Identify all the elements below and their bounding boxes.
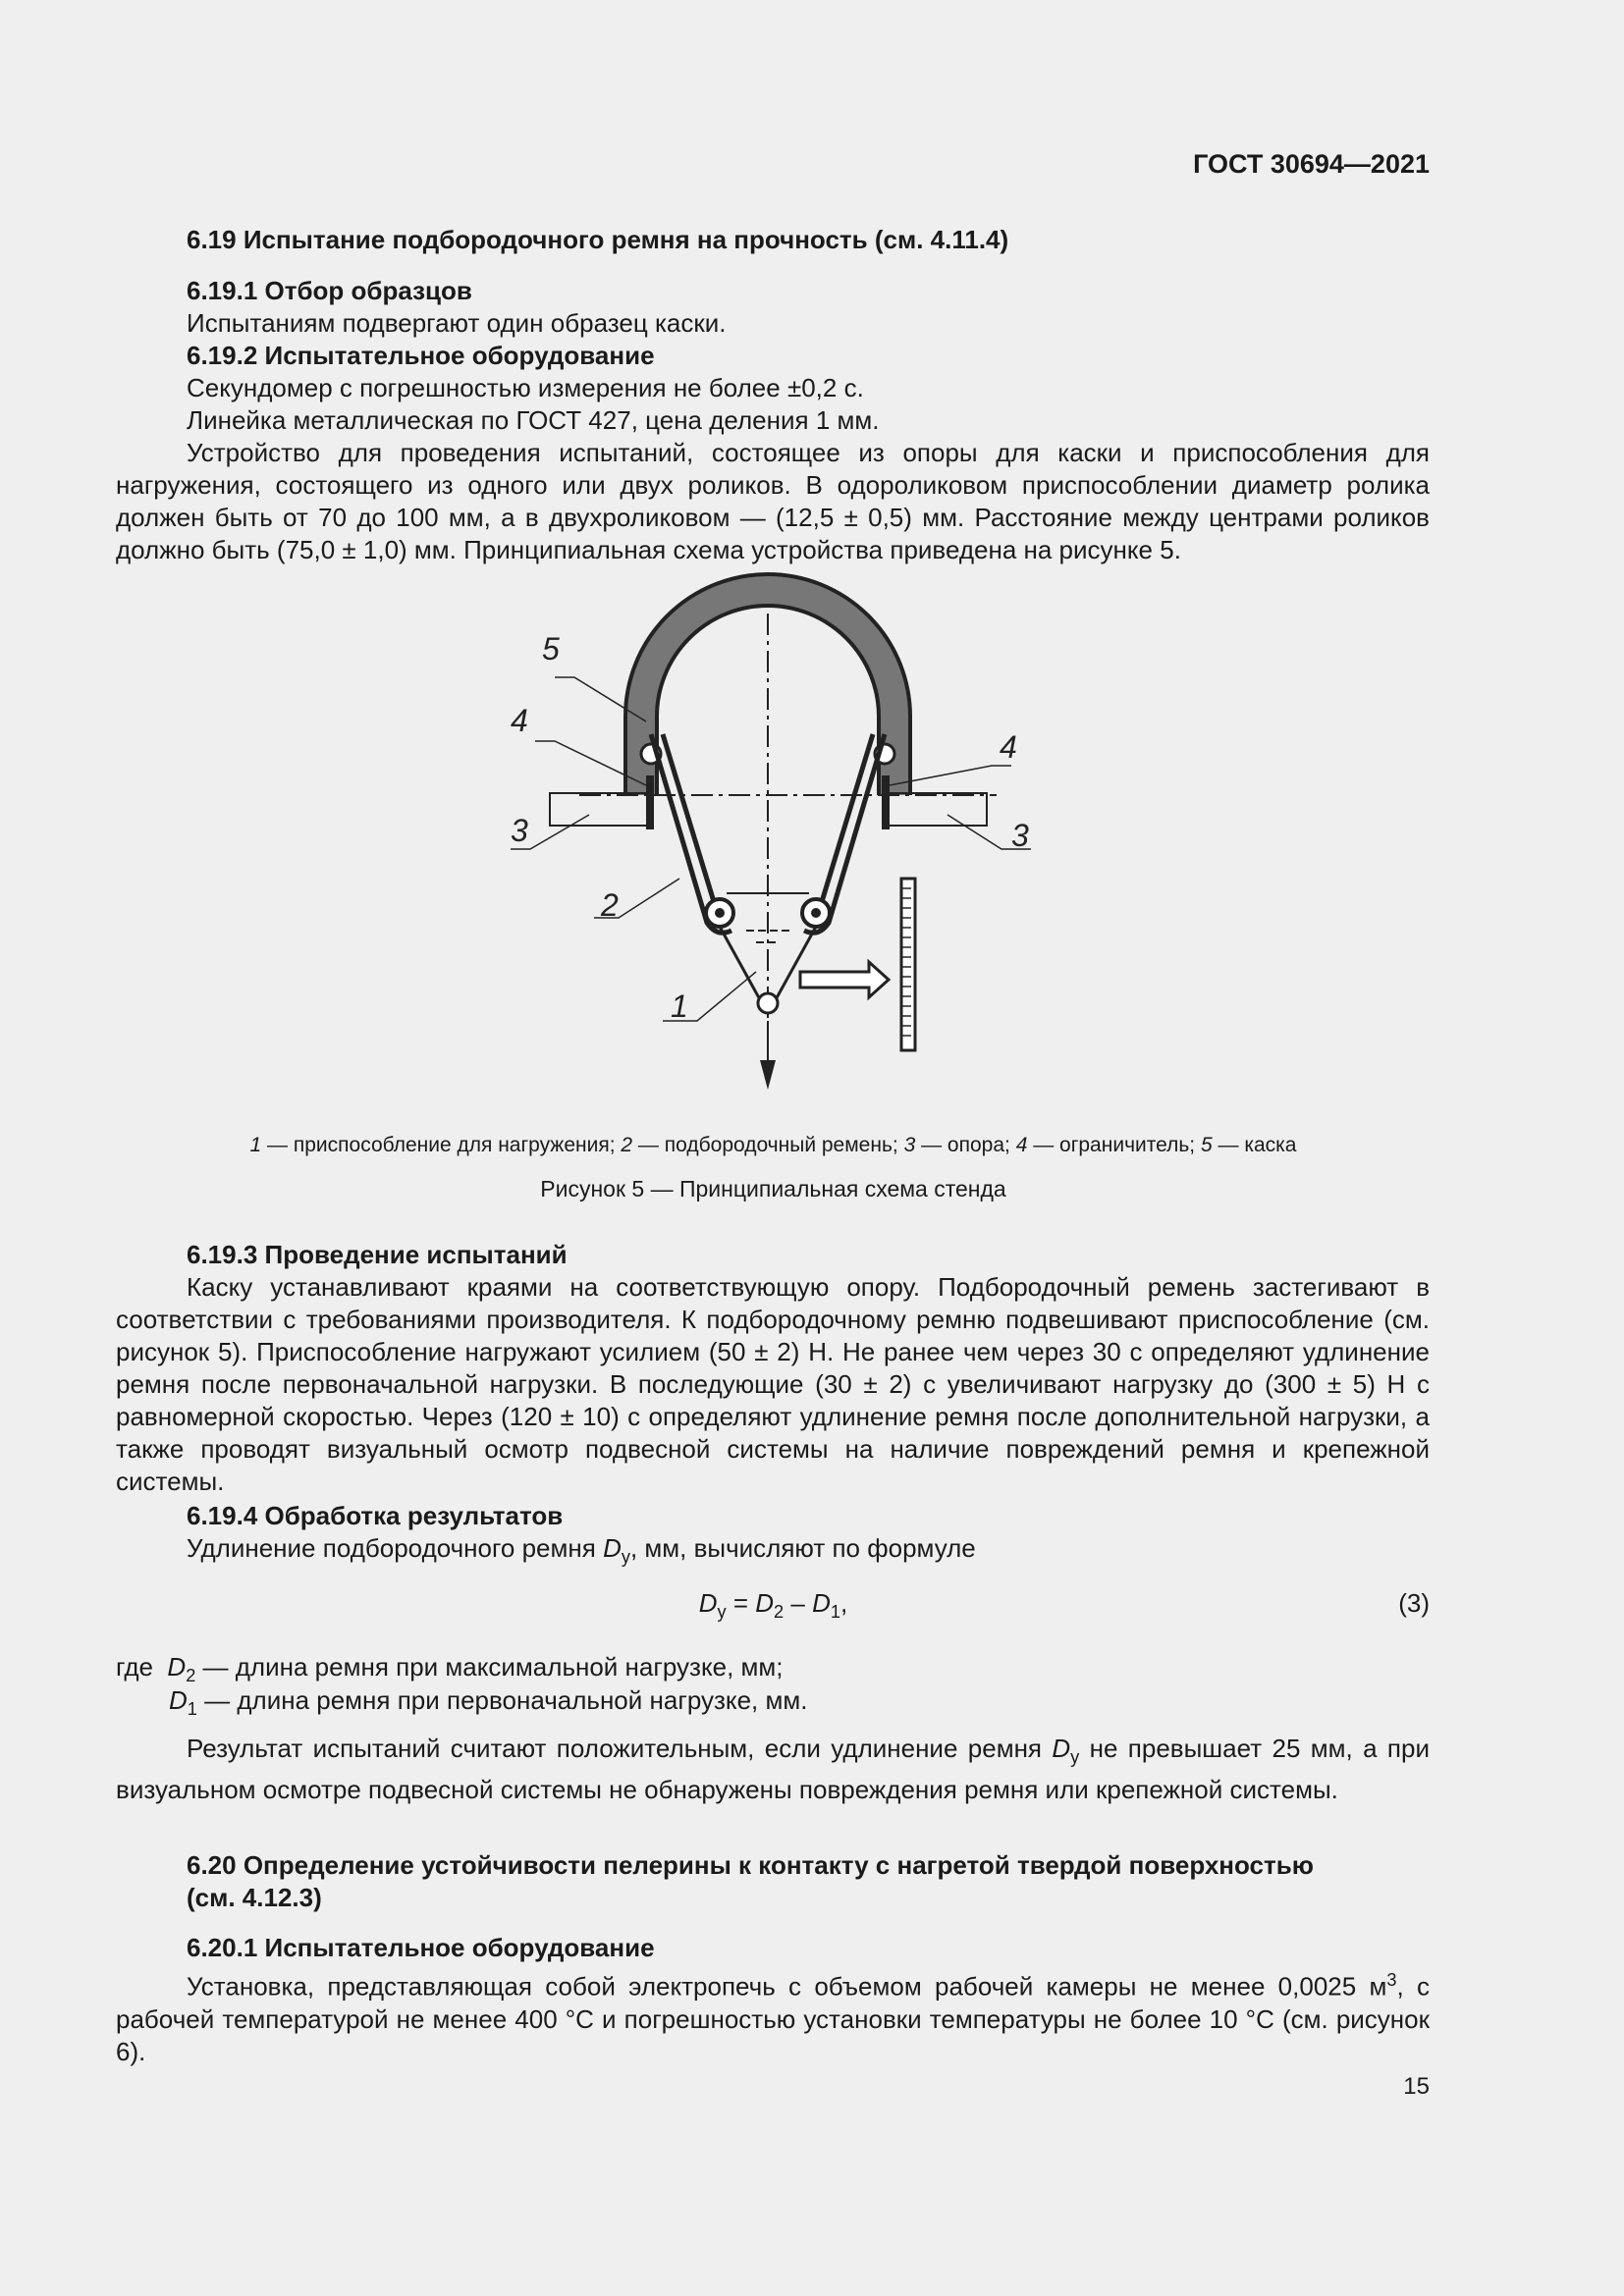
formula-3: $D_у = D_2 - D_1$, bbox=[698, 1588, 848, 1623]
paragraph-test-procedure: Каску устанавливают краями на соответствующую опору. Подбородочный ремень застегивают в соответствии с требованиями производителя. К подбородочному ремню подвешивают приспособление (см. рисунок 5). Приспособление нагружают усилием (50 ± 2) Н. Не ранее чем через 30 с определяют удлинение ремня после первоначальной нагрузки. В последующие (30 ± 2) с увеличивают нагрузку до (300 ± 5) Н с равномерной скоростью. Через (120 ± 10) с определяют удлинение ремня после дополнительной нагрузки, а также проводят визуальный осмотр подвесной системы на наличие повреждений ремня и крепежной системы. bbox=[116, 1272, 1430, 1496]
limiter-right bbox=[882, 775, 890, 829]
subsection-heading-6-19-1: 6.19.1 Отбор образцов bbox=[187, 276, 472, 305]
label-2: 2 bbox=[601, 887, 619, 923]
where-d1: $D_1$ — длина ремня при первоначальной нагрузке, мм. bbox=[169, 1685, 808, 1720]
figure-caption: Рисунок 5 — Принципиальная схема стенда bbox=[540, 1176, 1006, 1201]
label-1: 1 bbox=[671, 988, 688, 1024]
label-3-right: 3 bbox=[1011, 818, 1029, 853]
section-heading-6-20: 6.20 Определение устойчивости пелерины к контакту с нагретой твердой поверхностью bbox=[187, 1850, 1314, 1880]
paragraph-ruler: Линейка металлическая по ГОСТ 427, цена деления 1 мм. bbox=[187, 405, 880, 435]
test-stand-diagram bbox=[481, 589, 1029, 1099]
paragraph-stopwatch: Секундомер с погрешностью измерения не более ±0,2 с. bbox=[187, 373, 864, 402]
support-left bbox=[550, 793, 648, 826]
figure-legend: 1 — приспособление для нагружения; 2 — подбородочный ремень; 3 — опора; 4 — ограничитель; 5 — каска bbox=[249, 1134, 1297, 1156]
label-4-right: 4 bbox=[1000, 729, 1017, 765]
measuring-scale bbox=[901, 879, 915, 1050]
label-5: 5 bbox=[542, 631, 560, 667]
paragraph-result: Результат испытаний считают положительным, если удлинение ремня $D_у$ не превышает 25 мм, а при визуальном осмотре подвесной системы не обнаружены повреждения ремня или крепежной системы. bbox=[116, 1734, 1430, 1805]
subsection-heading-6-19-4: 6.19.4 Обработка результатов bbox=[187, 1501, 564, 1530]
support-right bbox=[889, 793, 987, 826]
limiter-left bbox=[646, 775, 654, 829]
section-heading-6-20-cont: (см. 4.12.3) bbox=[187, 1883, 322, 1912]
label-3-left: 3 bbox=[511, 813, 528, 848]
equation-number: (3) bbox=[1398, 1588, 1430, 1618]
scale-pointer bbox=[800, 962, 889, 997]
page-number: 15 bbox=[1403, 2073, 1430, 2100]
label-4-left: 4 bbox=[511, 703, 528, 738]
section-heading-6-19: 6.19 Испытание подбородочного ремня на прочность (см. 4.11.4) bbox=[187, 225, 1009, 254]
paragraph-formula-intro: Удлинение подбородочного ремня $D_у$, мм, вычисляют по формуле bbox=[187, 1533, 976, 1568]
paragraph-samples: Испытаниям подвергают один образец каски. bbox=[187, 308, 727, 338]
subsection-heading-6-20-1: 6.20.1 Испытательное оборудование bbox=[187, 1933, 655, 1962]
subsection-heading-6-19-3: 6.19.3 Проведение испытаний bbox=[187, 1240, 568, 1269]
subsection-heading-6-19-2: 6.19.2 Испытательное оборудование bbox=[187, 341, 655, 370]
paragraph-oven: Установка, представляющая собой электропечь с объемом рабочей камеры не менее 0,0025 $м^3$, с рабочей температурой не менее 400 °С и погрешностью установки температуры не более 10 °С (см. рисунок 6). bbox=[116, 1970, 1431, 2066]
where-d2: где $D_2$ — длина ремня при максимальной нагрузке, мм; bbox=[116, 1652, 784, 1686]
paragraph-device: Устройство для проведения испытаний, состоящее из опоры для каски и приспособления для нагружения, состоящего из одного или двух роликов. В одороликовом приспособлении диаметр ролика должен быть от 70 до 100 мм, а в двухроликовом — (12,5 ± 0,5) мм. Расстояние между центрами роликов должно быть (75,0 ± 1,0) мм. Принципиальная схема устройства приведена на рисунке 5. bbox=[116, 438, 1430, 564]
document-id: ГОСТ 30694—2021 bbox=[1193, 149, 1430, 179]
